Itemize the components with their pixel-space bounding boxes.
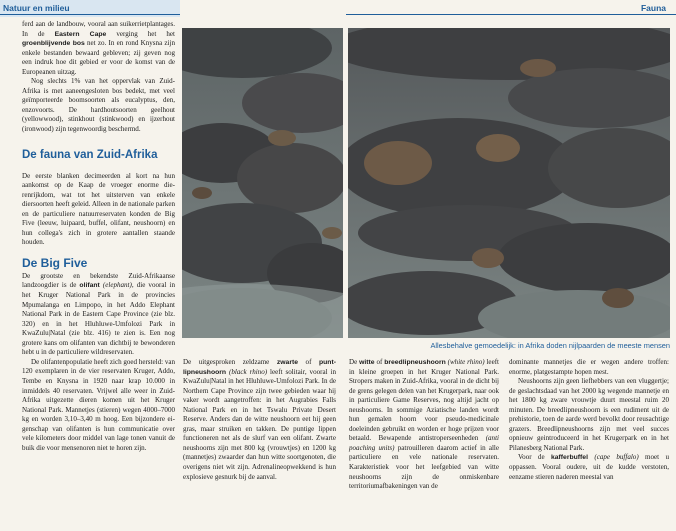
paragraph: Neushoorns zijn geen liefhebbers van een vluggertje; de geslachtsdaad van het 2000 kg wegende mannetje en het 1800 kg zware vrouwtje duurt meestal ruim 20 minuten. De breedlipneushoorn is een rudiment uit de prehistorie, toen de aarde werd bevolkt door reusachtige grazers. Breedlipneushoorns zijn met veel succes opnieuw geintroduceerd in het Krugerpark en in het Pilanesberg National Park. [509, 377, 669, 452]
header-rule [346, 14, 676, 15]
hippo-photo-left [182, 28, 343, 338]
paragraph: De olifantenpopulatie heeft zich goed hersteld: van 120 exemplaren in de vier reservaten Kruger, Addo, Tembe en Knysna in 1920 naar krap 10.000 in inmiddels 40 reservaten. Vrijwel alle weer in Zuid-Afrika uitgezette dieren komen uit het Kruger National Park. Mannetjes (stieren) wegen 4000–7000 kg en worden 3,10–3,40 m hoog. Een bijzondere eigenschap van olifanten is hun communicatie over vele kilometers door middel van lage tonen vanuit de buik die voor mensenoren niet te horen zijn. [22, 357, 176, 452]
left-text-column [22, 20, 175, 453]
paragraph: De grootste en bekendste Zuid-Afrikaanse landzoogdier is de olifant (elephant), die vooral in het Kruger National Park in de provincies Mpumalanga en Limpopo, in het Addo Elephant National Park in de Eastern Cape Province (zie blz. 320) en in het Hluhluwe-Umfolozi Park in KwaZulu|Natal (zie blz. 416) te zien is. Een nog grotere kans om olifanten van dichtbij te bewonderen hebt u in de particuliere wildreservaten. [22, 271, 175, 357]
paragraph: ferd aan de landbouw, vooral aan suikerrietplantages. In de Eastern Cape verging het het groenblijvende bos net zo. In en rond Knysna zijn enkele bestanden bewaard gebleven; zij geven nog een indruk hoe dit gebied er voor de komst van de Europeanen uitzag. [22, 20, 175, 76]
photo-caption: Allesbehalve gemoedelijk: in Afrika doden nijlpaarden de meeste mensen [430, 341, 670, 350]
chapter-name: Fauna [640, 3, 666, 13]
running-header-right [346, 0, 676, 17]
hippo-photo-image [182, 28, 343, 338]
section-name: Natuur en milieu [3, 3, 70, 13]
paragraph: Nog slechts 1% van het oppervlak van Zuid-Afrika is met aaneengesloten bos bedekt, met veel geïmporteerde boomsoorten als eucalyptus, den, enzovoorts. De hardhoutsoorten geelhout (yellowwood), stinkhout (stinkwood) en ijzerhout (ironwood) zijn tegenwoordig beschermd. [22, 77, 175, 134]
text-column-2 [349, 358, 499, 492]
text-column-1 [183, 358, 336, 482]
section-heading-big-five: De Big Five [22, 255, 88, 270]
header-rule [0, 14, 180, 15]
paragraph: De uitgesproken zeldzame zwarte of puntlipneushoorn (black rhino) leeft solitair, vooral in KwaZulu|Natal in het Hluhluwe-Umfolozi Park. In de Northern Cape Province zijn twee gebieden waar hij vaker wordt aangetroffen: in het Augrabies Falls National Park en in het Tswalu Private Desert Reserve. Anders dan de witte neushoorn eet hij geen gras, maar struiken en takken. De puntige lippen functioneren net als de slurf van een olifant. Zwarte neushoorns zijn met 800 kg (vrouwtjes) en 1200 kg (mannetjes) zwaarder dan hun witte soortgenoten, die overigens niet wit zijn. Adrenalineopwekkend is hun explosieve gesnurk bij de aanval. [183, 358, 336, 481]
paragraph: Voor de kafferbuffel (cape buffalo) moet u oppassen. Vooral oudere, uit de kudde verstoten, eenzame stieren naderen meestal van [509, 453, 670, 481]
hippo-photo-image [348, 28, 670, 338]
text-column-3 [509, 358, 669, 482]
paragraph: dominante mannetjes die er wegen andere troffen: enorme, platgestampte hopen mest. [509, 358, 669, 376]
hippo-photo-right [348, 28, 670, 338]
running-header-left [0, 0, 180, 17]
paragraph: De eerste blanken decimeerden al kort na hun aankomst op de Kaap de vroeger enorme dierenrijkdom, wat tot het uitsterven van enkele diersoorten heeft geleid. Alleen in de nationale parken en de particuliere natuurreservaten konden de Big Five (leeuw, luipaard, buffel, olifant, neushoorn) en hun collega's zich in grotere aantallen staande houden. [22, 171, 175, 247]
paragraph: De witte of breedlipneushoorn (white rhino) leeft in kleine groepen in het Kruger National Park. Stropers maken in Zuid-Afrika, vooral in de dicht bij de grens gelegen delen van het Krugerpark, naar ook in particuliere Game Reserves, nog altijd jacht op neushoorns. In sommige Aziatische landen wordt hun gemalen hoorn voor pseudo-medicinale doeleinden gebruikt en worden er hoge prijzen voor betaald. Bewapende antistroperseenheden (anti poaching units) patrouilleren daarom actief in alle particuliere en vele nationale reservaten. Karakteristiek voor het leefgebied van witte neushoorns zijn de onmiskenbare territoriumafbakeningen van de [349, 358, 499, 491]
section-heading-fauna: De fauna van Zuid-Afrika [22, 148, 158, 161]
